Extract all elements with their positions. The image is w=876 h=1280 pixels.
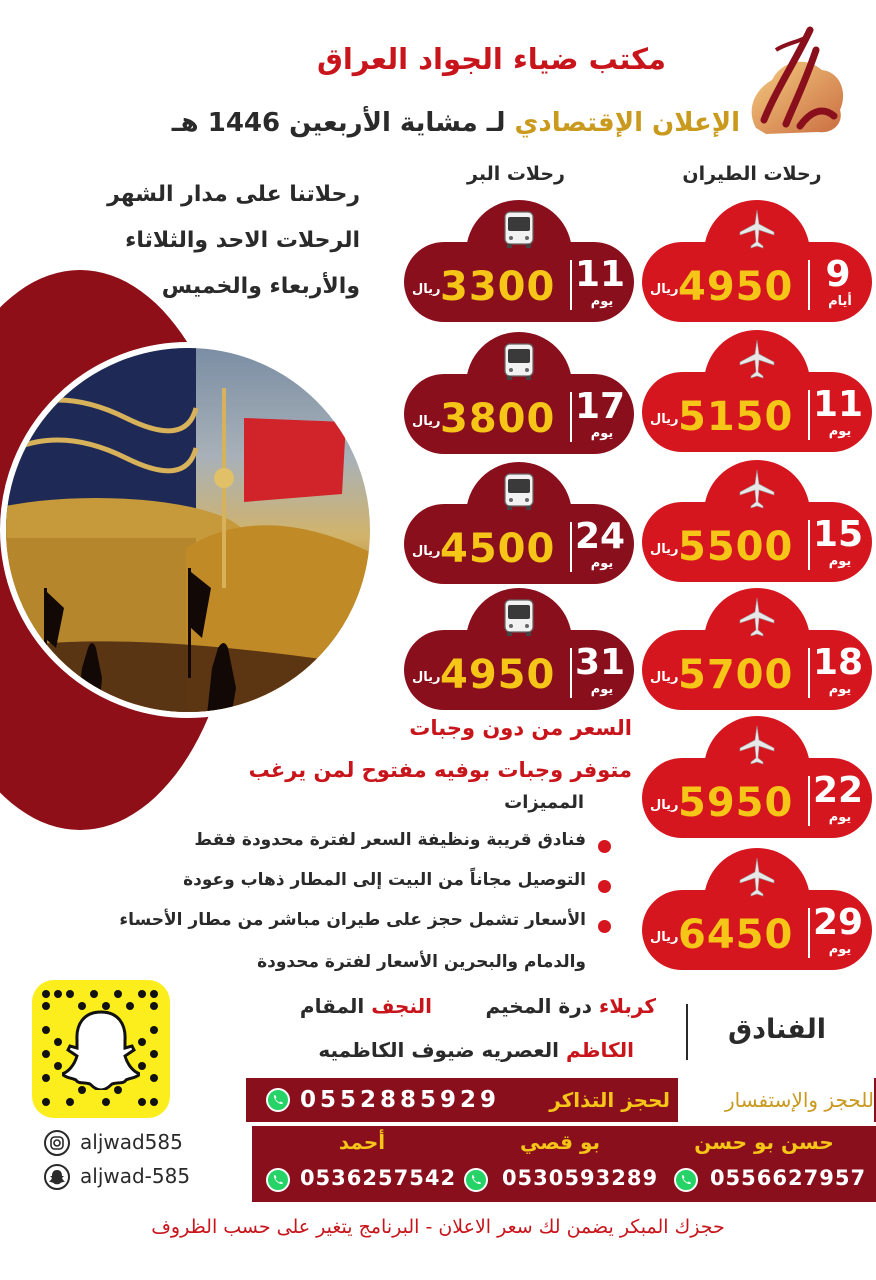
currency-label: ريال — [650, 282, 679, 297]
hotel-najaf — [236, 994, 432, 1018]
instagram-row[interactable] — [44, 1128, 244, 1156]
days-unit: يوم — [590, 426, 614, 441]
feature-item: فنادق قريبة ونظيفة السعر لفترة محدودة فقط — [194, 830, 586, 850]
hotel-name: المقام — [299, 994, 365, 1018]
feature-item: التوصيل مجاناً من البيت إلى المطار ذهاب وعودة — [183, 870, 586, 890]
trip-price: 5700 — [678, 652, 794, 698]
trip-days: 22 — [812, 770, 864, 811]
agent-phone-number[interactable]: 0536257542 — [299, 1166, 457, 1190]
currency-label: ريال — [650, 930, 679, 945]
land-trip-card[interactable] — [404, 462, 634, 584]
schedule-line: رحلاتنا على مدار الشهر — [107, 182, 360, 207]
agent-phone-number[interactable]: 0556627957 — [709, 1166, 867, 1190]
note-no-meals: السعر من دون وجبات — [409, 716, 632, 740]
currency-label: ريال — [650, 412, 679, 427]
days-unit: يوم — [590, 682, 614, 697]
bus-icon — [498, 470, 540, 512]
currency-label: ريال — [412, 544, 441, 559]
trip-price: 3800 — [440, 396, 556, 442]
trip-price: 6450 — [678, 912, 794, 958]
air-trip-card[interactable] — [642, 716, 872, 838]
days-unit: يوم — [590, 294, 614, 309]
snapchat-ghost-icon — [62, 1008, 140, 1090]
trip-days: 15 — [812, 514, 864, 555]
snapchat-handle: aljwad-585 — [80, 1164, 191, 1188]
footer-note: حجزك المبكر يضمن لك سعر الاعلان - البرنامج يتغير على حسب الظروف — [151, 1216, 725, 1238]
instagram-icon — [44, 1130, 70, 1156]
currency-label: ريال — [650, 542, 679, 557]
trip-price: 5500 — [678, 524, 794, 570]
hotel-city: النجف — [371, 994, 432, 1018]
trip-days: 29 — [812, 902, 864, 943]
hotels-divider — [686, 1004, 688, 1060]
air-trip-card[interactable] — [642, 588, 872, 710]
days-unit: يوم — [590, 556, 614, 571]
schedule-text — [40, 172, 360, 310]
land-trip-card[interactable] — [404, 200, 634, 322]
airplane-icon — [736, 856, 778, 898]
airplane-icon — [736, 596, 778, 638]
inquiry-label: للحجز والإستفسار — [678, 1078, 874, 1122]
hotel-name: درة المخيم — [485, 994, 593, 1018]
snapcode[interactable] — [32, 980, 170, 1118]
land-trip-card[interactable] — [404, 588, 634, 710]
currency-label: ريال — [412, 670, 441, 685]
agent-name: أحمد — [338, 1130, 386, 1154]
trip-price: 4950 — [440, 652, 556, 698]
air-trips-heading: رحلات الطيران — [682, 163, 822, 185]
air-trip-card[interactable] — [642, 330, 872, 452]
days-unit: يوم — [828, 424, 852, 439]
currency-label: ريال — [650, 670, 679, 685]
days-unit: يوم — [828, 682, 852, 697]
schedule-line: والأربعاء والخميس — [161, 274, 360, 299]
currency-label: ريال — [412, 414, 441, 429]
tickets-phone-number[interactable]: 0552885929 — [300, 1087, 501, 1113]
trip-price: 3300 — [440, 264, 556, 310]
instagram-handle: aljwad585 — [80, 1130, 183, 1154]
bullet-dot — [598, 920, 611, 933]
note-buffet: متوفر وجبات بوفيه مفتوح لمن يرغب — [248, 758, 632, 782]
agent-name: بو قصي — [519, 1130, 601, 1154]
trip-days: 9 — [825, 254, 851, 295]
trip-price: 4950 — [678, 264, 794, 310]
days-unit: يوم — [828, 554, 852, 569]
land-trips-heading: رحلات البر — [467, 163, 565, 185]
snapchat-icon — [44, 1164, 70, 1190]
days-unit: يوم — [828, 942, 852, 957]
agent-phone-number[interactable]: 0530593289 — [501, 1166, 659, 1190]
hotel-name: العصريه ضيوف الكاظميه — [318, 1038, 559, 1062]
trip-price: 5150 — [678, 394, 794, 440]
hotel-city: الكاظم — [565, 1038, 634, 1062]
agents-box — [252, 1126, 876, 1202]
air-trip-card[interactable] — [642, 460, 872, 582]
trip-price: 5950 — [678, 780, 794, 826]
hotel-karbala — [440, 994, 656, 1018]
hotels-label: الفنادق — [728, 1014, 826, 1045]
land-trip-card[interactable] — [404, 332, 634, 454]
trip-days: 18 — [812, 642, 864, 683]
bus-icon — [498, 340, 540, 382]
trip-days: 17 — [574, 386, 626, 427]
days-unit: يوم — [828, 810, 852, 825]
air-trip-card[interactable] — [642, 200, 872, 322]
schedule-line: الرحلات الاحد والثلاثاء — [125, 228, 360, 253]
bullet-dot — [598, 880, 611, 893]
ad-label: الإعلان الإقتصادي — [514, 108, 740, 138]
ad-subtitle — [100, 108, 740, 138]
features-title: المميزات — [504, 792, 584, 813]
snapchat-row[interactable] — [44, 1162, 244, 1190]
whatsapp-icon[interactable] — [266, 1088, 290, 1112]
shrine-illustration — [6, 348, 376, 718]
hotel-kadhimiya — [250, 1038, 634, 1062]
trip-days: 11 — [812, 384, 864, 425]
trip-days: 31 — [574, 642, 626, 683]
ad-subject: لـ مشاية الأربعين 1446 هـ — [171, 108, 506, 138]
currency-label: ريال — [412, 282, 441, 297]
trip-days: 11 — [574, 254, 626, 295]
tickets-label: لحجز التذاكر — [549, 1088, 670, 1112]
air-trip-card[interactable] — [642, 848, 872, 970]
currency-label: ريال — [650, 798, 679, 813]
trip-price: 4500 — [440, 526, 556, 572]
airplane-icon — [736, 208, 778, 250]
feature-item: الأسعار تشمل حجز على طيران مباشر من مطار الأحساء — [119, 910, 586, 930]
shrine-photo — [0, 342, 376, 718]
hotel-city: كربلاء — [599, 994, 656, 1018]
bus-icon — [498, 208, 540, 250]
bullet-dot — [598, 840, 611, 853]
aljawad-logo — [736, 20, 854, 142]
trip-days: 24 — [574, 516, 626, 557]
agent-name: حسن بو حسن — [694, 1130, 834, 1154]
airplane-icon — [736, 724, 778, 766]
booking-bar — [246, 1078, 876, 1122]
office-title: مكتب ضياء الجواد العراق — [316, 42, 666, 76]
feature-item: والدمام والبحرين الأسعار لفترة محدودة — [257, 952, 586, 972]
bus-icon — [498, 596, 540, 638]
days-unit: أيام — [828, 294, 852, 309]
airplane-icon — [736, 468, 778, 510]
airplane-icon — [736, 338, 778, 380]
